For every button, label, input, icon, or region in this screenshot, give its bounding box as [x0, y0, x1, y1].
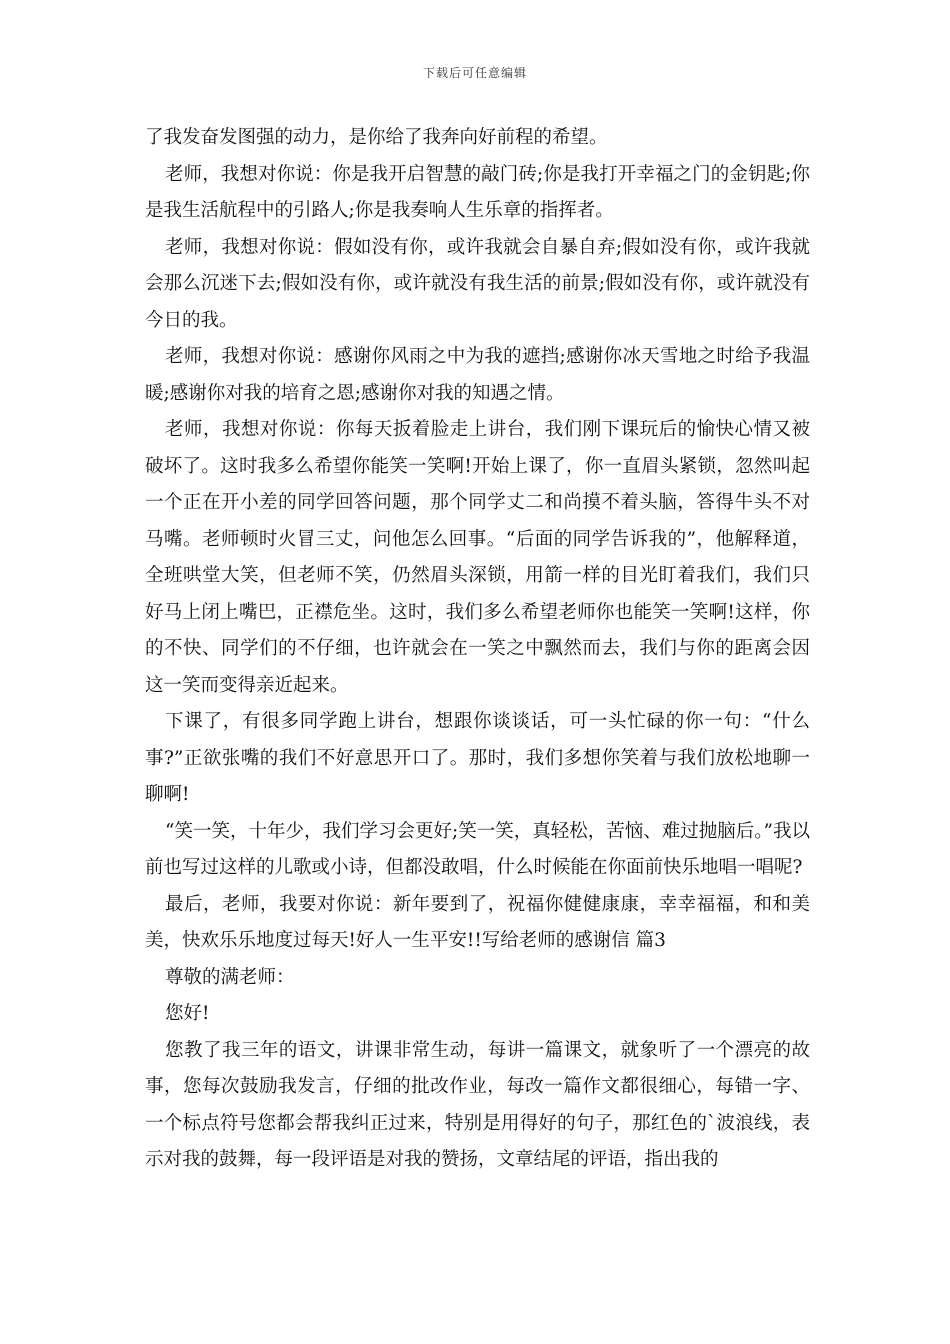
document-body: [145, 120, 810, 1179]
paragraph: 老师，我想对你说：感谢你风雨之中为我的遮挡;感谢你冰天雪地之时给予我温暖;感谢你对我的培育之恩;感谢你对我的知遇之情。: [145, 346, 810, 404]
paragraph: 老师，我想对你说：你每天扳着脸走上讲台，我们刚下课玩后的愉快心情又被破坏了。这时我多么希望你能笑一笑啊!开始上课了，你一直眉头紧锁，忽然叫起一个正在开小差的同学回答问题，那个同学丈二和尚摸不着头脑，答得牛头不对马嘴。老师顿时火冒三丈，问他怎么回事。“后面的同学告诉我的”，他解释道，全班哄堂大笑，但老师不笑，仍然眉头深锁，用箭一样的目光盯着我们，我们只好马上闭上嘴巴，正襟危坐。这时，我们多么希望老师你也能笑一笑啊!这样，你的不快、同学们的不仔细，也许就会在一笑之中飘然而去，我们与你的距离会因这一笑而变得亲近起来。: [145, 419, 811, 696]
page-header: 下载后可任意编辑: [422, 66, 527, 80]
paragraph: 尊敬的满老师：: [165, 966, 295, 988]
paragraph: 了我发奋发图强的动力，是你给了我奔向好前程的希望。: [145, 127, 608, 148]
paragraph: 您好!: [165, 1003, 210, 1024]
paragraph: 您教了我三年的语文，讲课非常生动，每讲一篇课文，就象听了一个漂亮的故事，您每次鼓励我发言，仔细的批改作业，每改一篇作文都很细心，每错一字、一个标点符号您都会帮我纠正过来，特别是用得好的句子，那红色的`波浪线，表示对我的鼓舞，每一段评语是对我的赞扬，文章结尾的评语，指出我的: [145, 1039, 810, 1170]
paragraph: “笑一笑，十年少，我们学习会更好;笑一笑，真轻松，苦恼、难过抛脑后。”我以前也写过这样的儿歌或小诗，但都没敢唱，什么时候能在你面前快乐地唱一唱呢?: [145, 820, 810, 878]
paragraph: 最后，老师，我要对你说：新年要到了，祝福你健健康康，幸幸福福，和和美美，快欢乐乐地度过每天!好人一生平安!!写给老师的感谢信 篇3: [145, 893, 810, 951]
paragraph: 老师，我想对你说：你是我开启智慧的敲门砖;你是我打开幸福之门的金钥匙;你是我生活航程中的引路人;你是我奏响人生乐章的指挥者。: [145, 163, 810, 221]
paragraph: 下课了，有很多同学跑上讲台，想跟你谈谈话，可一头忙碌的你一句：“什么事?”正欲张嘴的我们不好意思开口了。那时，我们多想你笑着与我们放松地聊一聊啊!: [145, 711, 810, 805]
paragraph: 老师，我想对你说：假如没有你，或许我就会自暴自弃;假如没有你，或许我就会那么沉迷下去;假如没有你，或许就没有我生活的前景;假如没有你，或许就没有今日的我。: [145, 236, 810, 331]
